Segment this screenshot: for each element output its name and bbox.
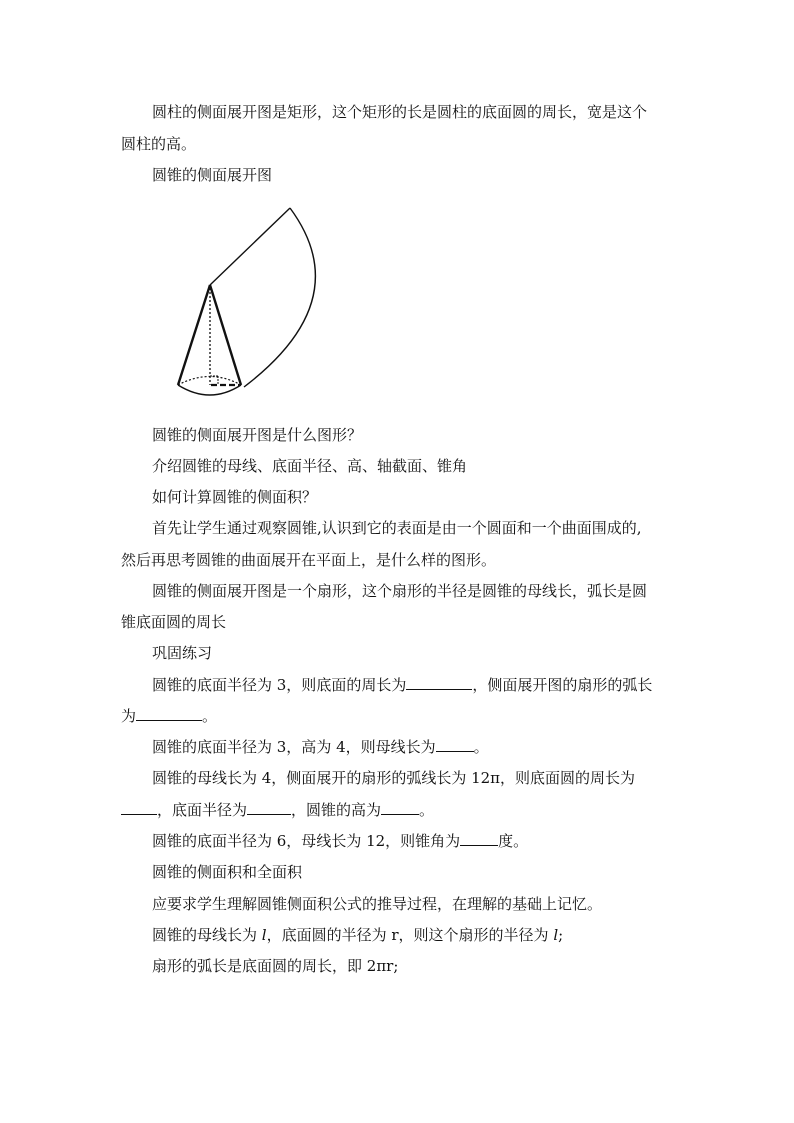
paragraph-cylinder-line1: 圆柱的侧面展开图是矩形，这个矩形的长是圆柱的底面圆的周长，宽是这个 xyxy=(152,103,648,121)
exercise-1-text-b: ，侧面展开图的扇形的弧长 xyxy=(472,676,653,694)
exercise-1-blank-1[interactable] xyxy=(406,675,472,690)
sector-arc xyxy=(244,208,315,387)
exercise-3-line1: 圆锥的母线长为 4，侧面展开的扇形的弧线长为 12π，则底面圆的周长为 xyxy=(152,769,636,787)
sector-radius-line xyxy=(210,208,290,285)
paragraph-observe-line2: 然后再思考圆锥的曲面展开在平面上，是什么样的图形。 xyxy=(121,551,497,569)
exercise-4-blank[interactable] xyxy=(460,831,498,846)
exercise-1-line2 xyxy=(121,706,217,726)
exercise-1-text-a: 圆锥的底面半径为 3，则底面的周长为 xyxy=(152,676,407,694)
exercise-1-text-d: 。 xyxy=(202,707,218,725)
exercise-3-blank-2[interactable] xyxy=(247,800,291,815)
p11-text-c: ; xyxy=(558,926,564,944)
exercise-3-text-b: ，底面半径为 xyxy=(157,801,248,819)
exercise-3-line2 xyxy=(121,800,434,820)
exercise-1-text-c: 为 xyxy=(121,707,137,725)
cone-net-figure xyxy=(168,200,328,410)
exercise-2 xyxy=(152,737,489,757)
paragraph-observe-line1: 首先让学生通过观察圆锥,认识到它的表面是由一个圆面和一个曲面围成的, xyxy=(152,519,642,537)
exercise-3-text-d: 。 xyxy=(419,801,435,819)
exercise-4-text-b: 度。 xyxy=(498,832,529,850)
exercise-1-line1 xyxy=(152,675,652,695)
cone-right-generatrix xyxy=(210,285,241,385)
exercise-3-blank-1[interactable] xyxy=(121,800,157,815)
paragraph-arc-length: 扇形的弧长是底面圆的周长，即 2πr; xyxy=(152,957,399,975)
p11-symbol-l-1: l xyxy=(261,926,267,944)
exercise-4 xyxy=(152,831,528,851)
paragraph-cylinder-line2: 圆柱的高。 xyxy=(121,135,197,153)
question-net-shape: 圆锥的侧面展开图是什么图形？ xyxy=(152,426,363,444)
heading-cone-net: 圆锥的侧面展开图 xyxy=(152,166,273,184)
paragraph-formula-derivation: 应要求学生理解圆锥侧面积公式的推导过程，在理解的基础上记忆。 xyxy=(152,895,603,913)
cone-net-diagram xyxy=(168,200,328,410)
exercise-2-text-a: 圆锥的底面半径为 3，高为 4，则母线长为 xyxy=(152,738,436,756)
cone-base-front xyxy=(178,385,241,395)
paragraph-sector-line1: 圆锥的侧面展开图是一个扇形，这个扇形的半径是圆锥的母线长，弧长是圆 xyxy=(152,582,648,600)
heading-lateral-total-area: 圆锥的侧面积和全面积 xyxy=(152,863,303,881)
cone-left-generatrix xyxy=(178,285,210,385)
paragraph-sector-line2: 锥底面圆的周长 xyxy=(121,613,227,631)
exercise-2-text-b: 。 xyxy=(473,738,489,756)
exercise-4-text-a: 圆锥的底面半径为 6，母线长为 12，则锥角为 xyxy=(152,832,461,850)
p11-text-a: 圆锥的母线长为 xyxy=(152,926,262,944)
question-lateral-area: 如何计算圆锥的侧面积？ xyxy=(152,488,318,506)
exercise-2-blank[interactable] xyxy=(436,737,474,752)
exercise-1-blank-2[interactable] xyxy=(136,706,202,721)
exercise-3-blank-3[interactable] xyxy=(381,800,419,815)
paragraph-generatrix-radius xyxy=(152,925,563,945)
p11-text-b: ，底面圆的半径为 r，则这个扇形的半径为 xyxy=(266,926,554,944)
p11-symbol-l-2: l xyxy=(553,926,559,944)
intro-terms: 介绍圆锥的母线、底面半径、高、轴截面、锥角 xyxy=(152,457,468,475)
exercise-3-text-c: ，圆锥的高为 xyxy=(291,801,382,819)
heading-practice: 巩固练习 xyxy=(152,644,213,662)
